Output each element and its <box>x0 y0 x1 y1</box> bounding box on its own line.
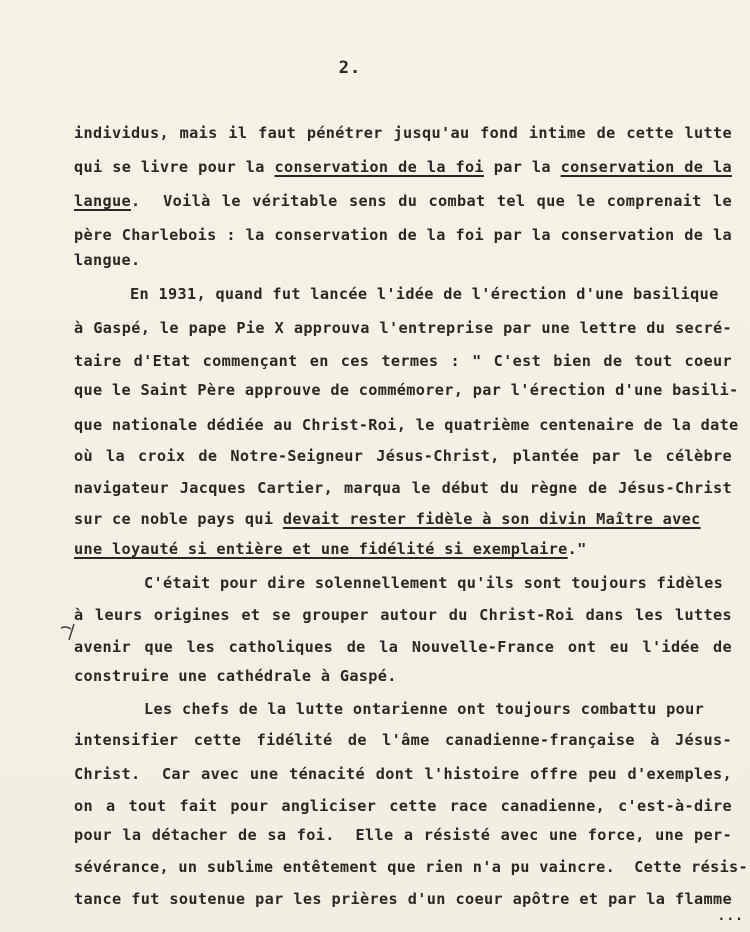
text-line: on a tout fait pour angliciser cette race canadienne, c'est-à-dire <box>74 797 732 815</box>
text-line: que le Saint Père approuve de commémorer, par l'érection d'une basili- <box>74 381 739 399</box>
text-line: individus, mais il faut pénétrer jusqu'au fond intime de cette lutte <box>74 124 732 142</box>
text-line: tance fut soutenue par les prières d'un coeur apôtre et par la flamme <box>74 890 732 908</box>
text-line: sévérance, un sublime entêtement que rien n'a pu vaincre. Cette résis- <box>74 858 749 876</box>
handwritten-mark-icon <box>60 622 80 642</box>
continuation-dots: ... <box>717 909 744 924</box>
text-line: à Gaspé, le pape Pie X approuva l'entreprise par une lettre du secré- <box>74 319 732 337</box>
text-line: pour la détacher de sa foi. Elle a résisté avec une force, une per- <box>74 826 732 844</box>
text-line: père Charlebois : la conservation de la foi par la conservation de la <box>74 226 732 244</box>
text-run: . Voilà le véritable sens du combat tel que le comprenait le <box>130 192 732 210</box>
text-line: langue. <box>74 251 141 269</box>
text-line: taire d'Etat commençant en ces termes : " C'est bien de tout coeur <box>74 352 732 370</box>
text-line: avenir que les catholiques de la Nouvelle-France ont eu l'idée de <box>74 638 732 656</box>
underlined-phrase: conservation de la foi <box>274 158 485 176</box>
text-run: sur ce noble pays qui <box>74 510 283 528</box>
text-line: C'était pour dire solennellement qu'ils sont toujours fidèles <box>144 574 724 592</box>
page-number: 2. <box>338 58 362 78</box>
text-line: à leurs origines et se grouper autour du Christ-Roi dans les luttes <box>74 606 732 624</box>
text-line: construire une cathédrale à Gaspé. <box>74 667 397 685</box>
underlined-phrase: une loyauté si entière et une fidélité si exemplaire <box>74 540 568 558</box>
text-run: qui se livre pour la <box>74 158 275 176</box>
underlined-phrase: langue <box>74 192 131 210</box>
text-line <box>74 157 732 177</box>
text-line <box>74 191 732 211</box>
text-line <box>74 539 732 559</box>
text-line <box>74 509 732 529</box>
underlined-phrase: conservation de la <box>560 158 732 176</box>
text-line: où la croix de Notre-Seigneur Jésus-Christ, plantée par le célèbre <box>74 447 732 465</box>
text-line: que nationale dédiée au Christ-Roi, le quatrième centenaire de la date <box>74 416 739 434</box>
text-line: En 1931, quand fut lancée l'idée de l'érection d'une basilique <box>130 285 719 303</box>
underlined-phrase: devait rester fidèle à son divin Maître avec <box>282 510 701 528</box>
text-line: Christ. Car avec une ténacité dont l'histoire offre peu d'exemples, <box>74 765 732 783</box>
text-run: par la <box>484 158 561 176</box>
text-line: Les chefs de la lutte ontarienne ont toujours combattu pour <box>144 700 705 718</box>
text-line: intensifier cette fidélité de l'âme canadienne-française à Jésus- <box>74 731 732 749</box>
text-line: navigateur Jacques Cartier, marqua le début du règne de Jésus-Christ <box>74 479 732 497</box>
text-run: ." <box>567 540 587 558</box>
